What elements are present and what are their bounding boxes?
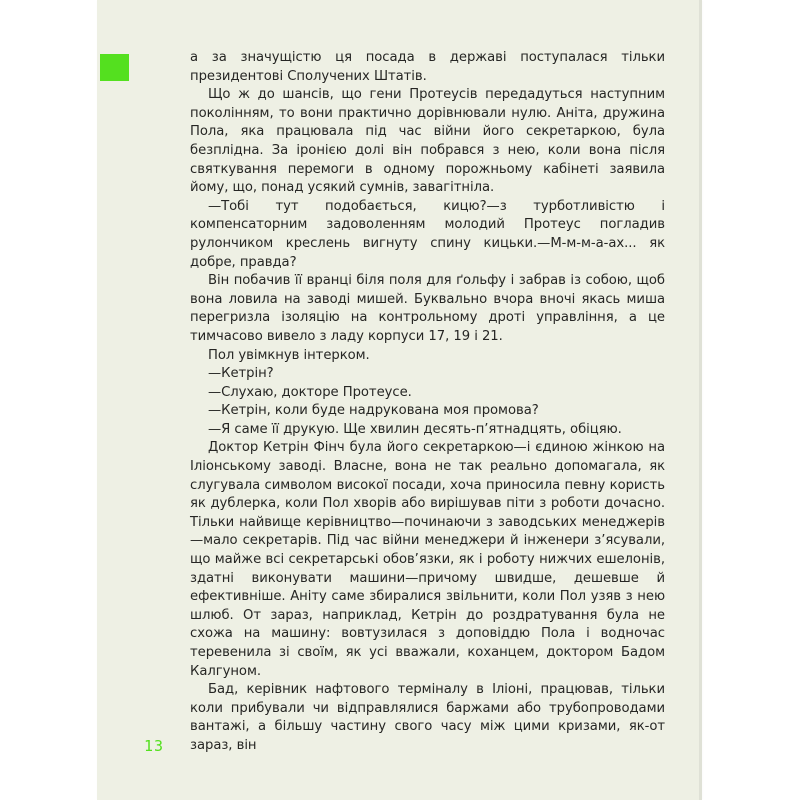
paragraph-7: —Слухаю, докторе Протеусе. xyxy=(208,384,412,400)
paragraph-8: —Кетрін, коли буде надрукована моя промова? xyxy=(208,403,539,419)
paragraph-1: а за значущістю ця посада в державі поступалася тільки президентові Сполучених Штатів. xyxy=(190,50,665,84)
paragraph-11: Бад, керівник нафтового терміналу в Іліоні, працював, тільки коли прибували чи відправлялися баржами або трубопроводами вантажі, а більшу частину свого часу між цими кризами, як-от зараз, він xyxy=(190,682,665,753)
page-edge xyxy=(699,0,702,800)
paragraph-3: —Тобі тут подобається, кицю?—з турботливістю і компенсаторним задоволенням молодий Протеус погладив рулончиком креслень вигнуту спину кицьки.—М-м-м-а-ах... як добре, правда? xyxy=(190,198,665,270)
paragraph-9: —Я саме її друкую. Ще хвилин десять-п’ятнадцять, обіцяю. xyxy=(208,421,622,437)
paragraph-2: Що ж до шансів, що гени Протеусів передадуться наступним поколінням, то вони практично дорівнювали нулю. Аніта, дружина Пола, яка працювала під час війни його секретаркою, була безплідна. За іронією долі він побрався з нею, коли вона після святкування перемоги в одному порожньому кабінеті заявила йому, що, понад усякий сумнів, завагітніла. xyxy=(190,87,665,196)
body-text xyxy=(190,49,665,756)
page-number: 13 xyxy=(144,737,165,755)
paragraph-5: Пол увімкнув інтерком. xyxy=(208,347,370,363)
paragraph-10: Доктор Кетрін Фінч була його секретаркою—і єдиною жінкою на Іліонському заводі. Власне, вона не так реально допомагала, як слугувала символом високої посади, хоча приносила певну користь як дублерка, коли Пол хворів або вирішував піти з роботи дочасно. Тільки найвище керівництво—починаючи з заводських менеджерів—мало секретарів. Під час війни менеджери й інженери з’ясували, що майже всі секретарські обов’язки, як і роботу нижчих ешелонів, здатні виконувати машини—причому швидше, дешевше й ефективніше. Аніту саме збиралися звільнити, коли Пол узяв з нею шлюб. От зараз, наприклад, Кетрін до роздратування була не схожа на машину: вовтузилася з доповіддю Пола і водночас теревенила зі своїм, як усі вважали, коханцем, доктором Бадом Калгуном. xyxy=(190,440,665,679)
chapter-accent-mark xyxy=(100,54,129,81)
paragraph-4: Він побачив її вранці біля поля для ґольфу і забрав із собою, щоб вона ловила на заводі мишей. Буквально вчора вночі якась миша перегризла ізоляцію на контрольному дроті управління, а це тимчасово вивело з ладу корпуси 17, 19 і 21. xyxy=(190,273,665,344)
paragraph-6: —Кетрін? xyxy=(208,366,274,382)
